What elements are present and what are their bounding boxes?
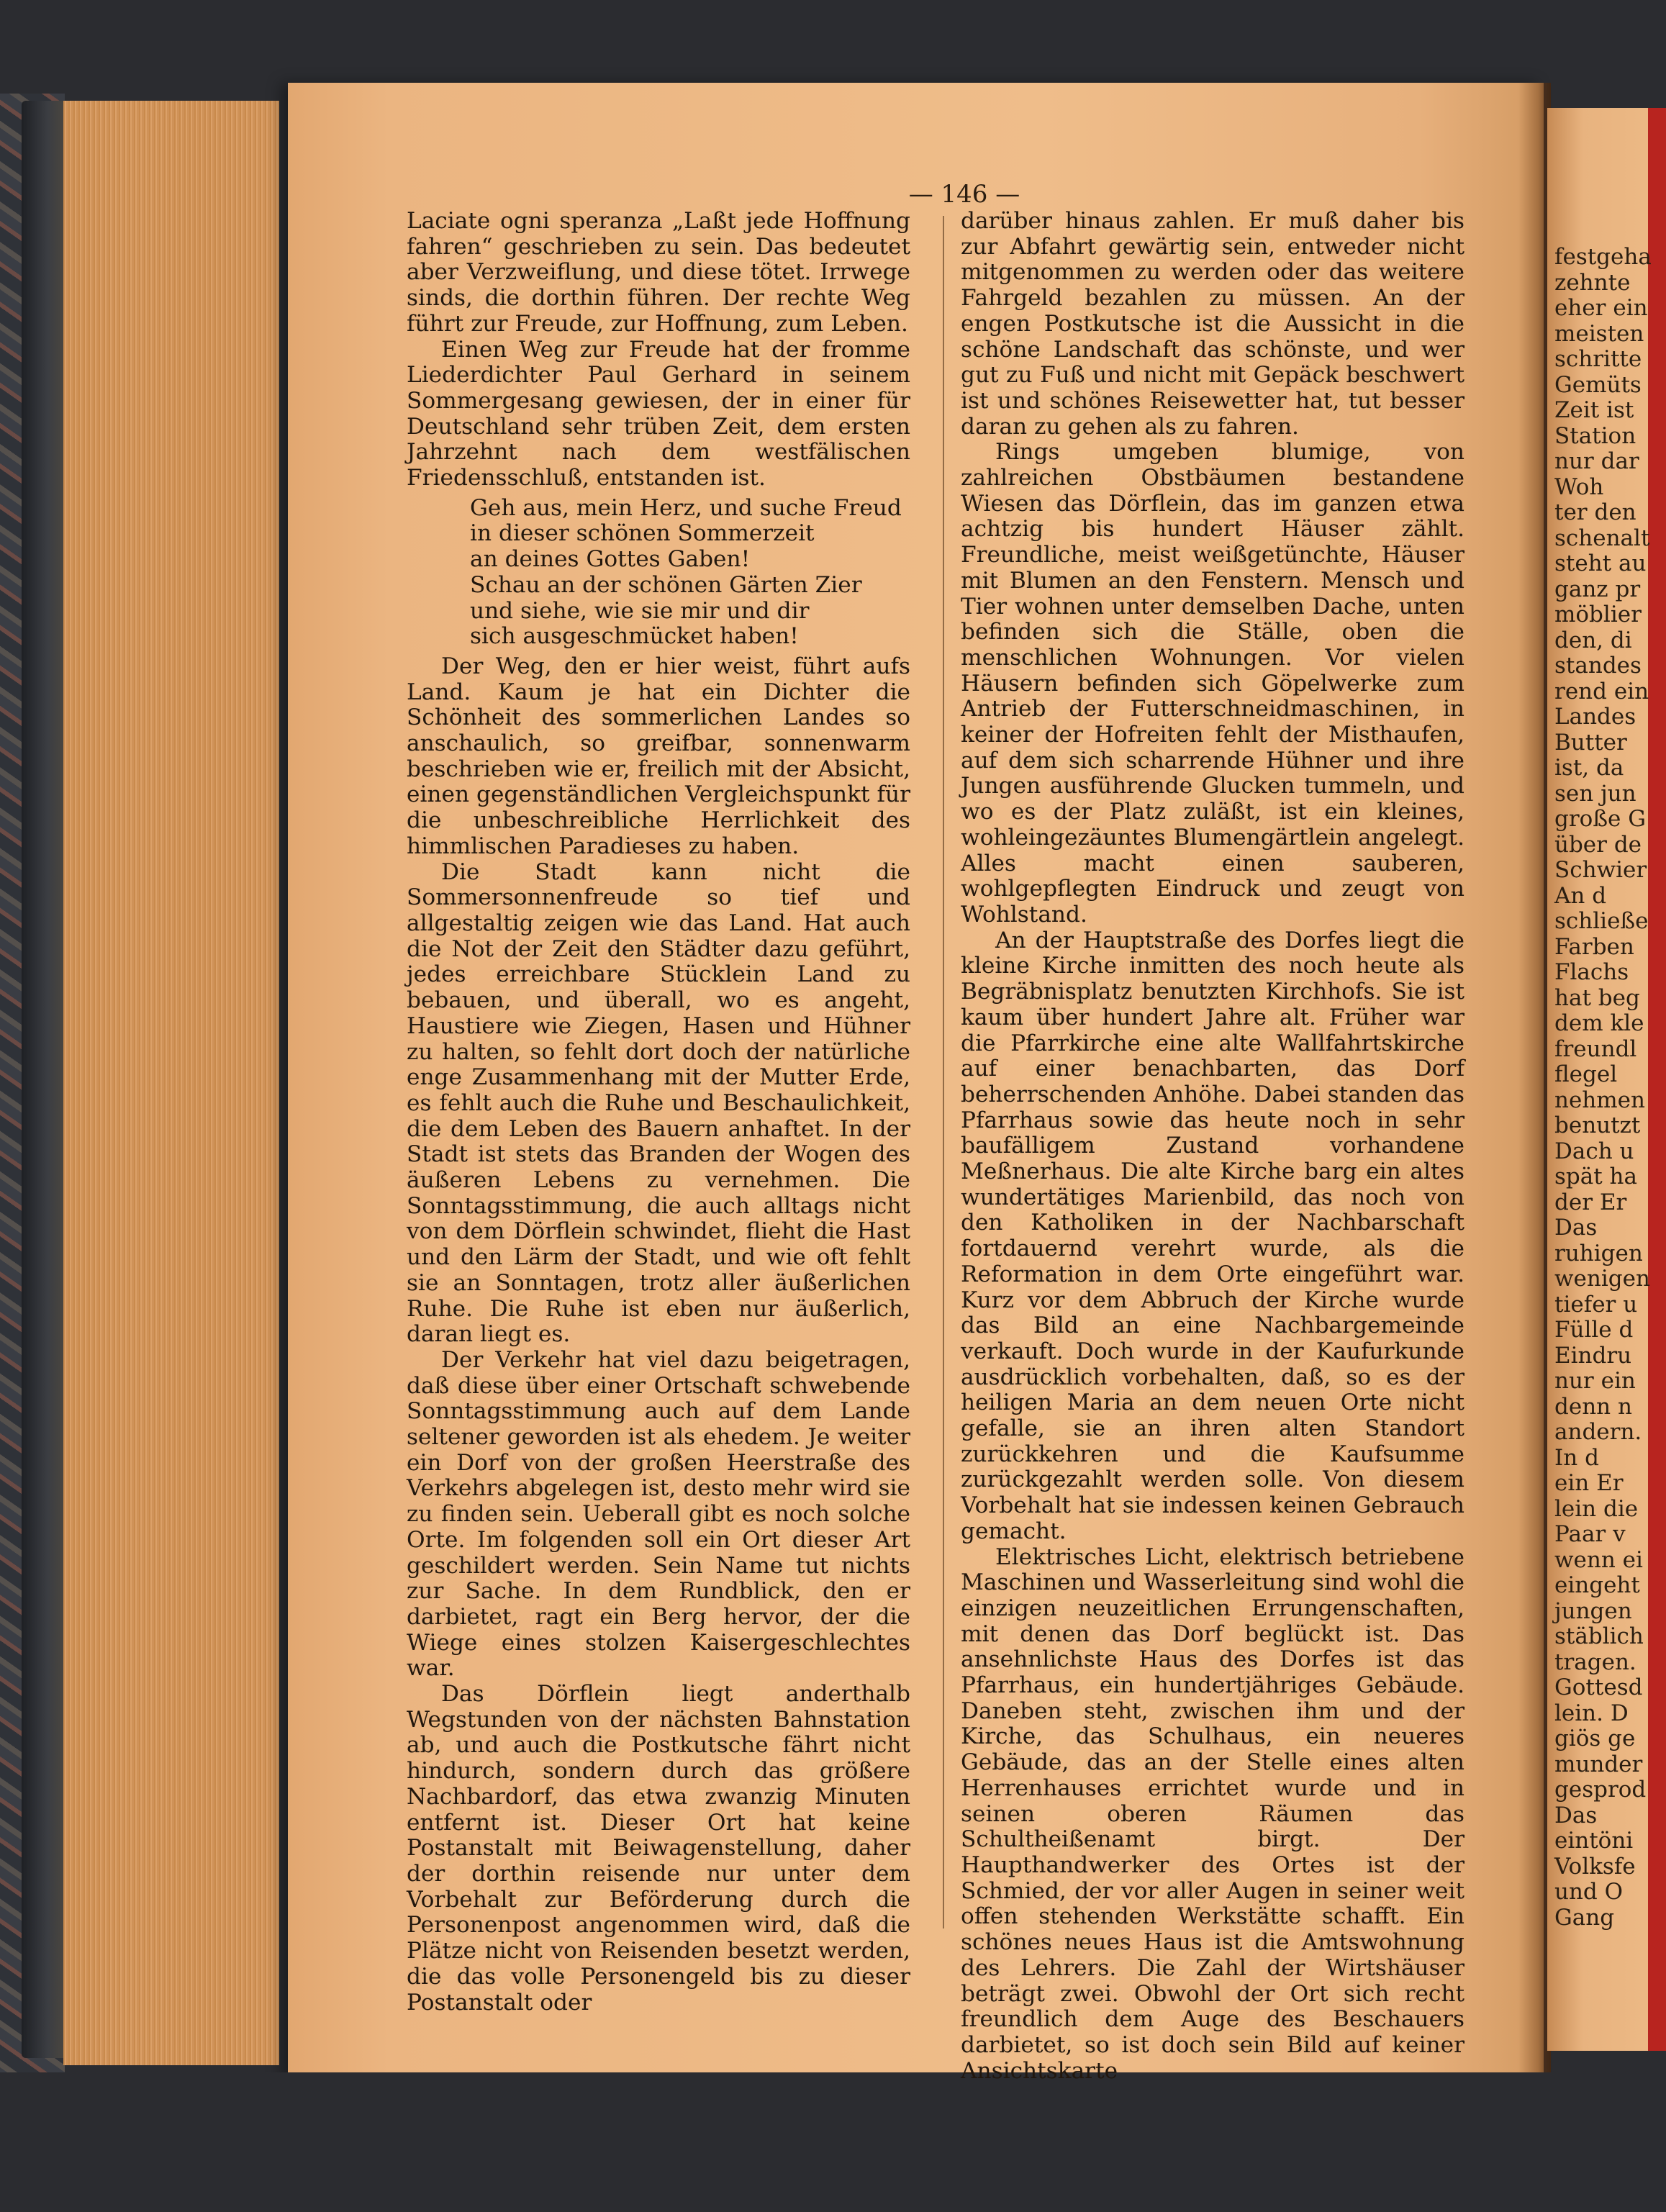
facing-page-line-fragment: Zeit ist (1554, 397, 1634, 423)
paragraph: Laciate ogni speranza „Laßt jede Hoffnung fahren“ geschrieben zu sein. Das bedeutet aber Verzweiflung, und diese tötet. Irrwege sinds, die dorthin führen. Der rechte Weg führt zur Freude, zur Hoffnung, zum Leben. (407, 208, 910, 337)
paragraph: Das Dörflein liegt anderthalb Wegstunden von der nächsten Bahnstation ab, und auch die Postkutsche fährt nicht hindurch, sondern durch das größere Nachbardorf, das etwa zwanzig Minuten entfernt ist. Dieser Ort hat keine Postanstalt mit Beiwagenstellung, daher der dorthin reisende nur unter dem Vorbehalt zur Beförderung durch die Personenpost angenommen wird, daß die Plätze nicht von Reisenden besetzt werden, die das volle Personengeld bis zu dieser Postanstalt oder (407, 1681, 910, 2016)
facing-page-line-fragment: wenn ei (1554, 1546, 1643, 1573)
paragraph: An der Hauptstraße des Dorfes liegt die kleine Kirche inmitten des noch heute als Begräbnisplatz benutzten Kirchhofs. Sie ist kaum über hundert Jahre alt. Früher war die Pfarrkirche eine alte Wallfahrtskirche auf einer benachbarten, das Dorf beherrschenden Anhöhe. Dabei standen das Pfarrhaus sowie das heute noch in sehr baufälligem Zustand vorhandene Meßnerhaus. Die alte Kirche barg ein altes wundertätiges Marienbild, das noch von den Katholiken in der Nachbarschaft fortdauernd verehrt wurde, als die Reformation in dem Orte eingeführt war. Kurz vor dem Abbruch der Kirche wurde das Bild an eine Nachbargemeinde verkauft. Doch wurde in der Kaufurkunde ausdrücklich vorbehalten, daß, so es der heiligen Maria an dem neuen Orte nicht gefalle, sie an ihren alten Standort zurückkehren und die Kaufsumme zurückgezahlt werden solle. Von diesem Vorbehalt hat sie indessen keinen Gebrauch gemacht. (961, 927, 1464, 1544)
facing-page-line-fragment: giös ge (1554, 1726, 1636, 1751)
facing-page-line-fragment: wenigen (1554, 1266, 1650, 1292)
facing-page-line-fragment: tragen. (1554, 1649, 1636, 1675)
facing-page-line-fragment: Eindru (1554, 1342, 1632, 1369)
column-divider (943, 216, 944, 1928)
text-column-right (961, 209, 1464, 2084)
paragraph: Der Verkehr hat viel dazu beigetragen, daß diese über einer Ortschaft schwebende Sonntagsstimmung auch auf dem Lande seltener geworden ist als ehedem. Je weiter ein Dorf von der großen Heerstraße des Verkehrs abgelegen ist, desto mehr wird sie zu finden sein. Ueberall gibt es noch solche Orte. Im folgenden soll ein Ort dieser Art geschildert werden. Sein Name tut nichts zur Sache. In dem Rundblick, den er darbietet, ragt ein Berg hervor, der die Wiege eines stolzen Kaisergeschlechtes war. (407, 1346, 910, 1682)
facing-page-line-fragment: festgeha (1554, 244, 1652, 270)
facing-page-line-fragment: Das (1554, 1215, 1598, 1241)
facing-page-line-fragment: Das (1554, 1802, 1598, 1828)
facing-page-line-fragment: Fülle d (1554, 1317, 1634, 1343)
facing-page-line-fragment: Landes (1554, 704, 1636, 730)
facing-page-line-fragment: schließe (1554, 908, 1649, 934)
facing-page-line-fragment: eher ein (1554, 295, 1648, 321)
verse-line: Schau an der schönen Gärten Zier (470, 571, 862, 598)
text-column-left (407, 209, 910, 2016)
facing-page-line-fragment: nur ein (1554, 1368, 1636, 1394)
poem-verse (407, 496, 910, 650)
facing-page-line-fragment: steht au (1554, 550, 1647, 576)
book-spine-edge (22, 101, 65, 2058)
facing-page-line-fragment: über de (1554, 831, 1642, 858)
facing-page-line-fragment: spät ha (1554, 1164, 1637, 1189)
verse-line: und siehe, wie sie mir und dir (470, 597, 810, 624)
facing-page-line-fragment: und O (1554, 1879, 1624, 1905)
facing-page-line-fragment: Station (1554, 422, 1636, 449)
facing-page-line-fragment: ganz pr (1554, 576, 1641, 602)
facing-page-line-fragment: In d (1554, 1444, 1599, 1471)
facing-page-line-fragment: Farben (1554, 933, 1634, 960)
facing-page-line-fragment: andern. (1554, 1419, 1642, 1445)
facing-page-line-fragment: Schwier (1554, 857, 1647, 883)
facing-page-line-fragment: standes (1554, 653, 1642, 679)
facing-page-line-fragment: schenalt (1554, 525, 1650, 551)
facing-page-line-fragment: Woh (1554, 473, 1604, 500)
facing-page-line-fragment: eingeht (1554, 1572, 1640, 1598)
paragraph: darüber hinaus zahlen. Er muß daher bis zur Abfahrt gewärtig sein, entweder nicht mitgenommen zu werden oder das weitere Fahrgeld bezahlen zu müssen. An der engen Postkutsche ist die Aussicht in die schöne Landschaft das schönste, und wer gut zu Fuß und nicht mit Gepäck beschwert ist und schönes Reisewetter hat, tut besser daran zu gehen als zu fahren. (961, 208, 1464, 440)
facing-page-line-fragment: ruhigen (1554, 1240, 1643, 1266)
verse-line: in dieser schönen Sommerzeit (470, 520, 815, 547)
facing-page-line-fragment: sen jun (1554, 780, 1636, 807)
paragraph: Einen Weg zur Freude hat der fromme Liederdichter Paul Gerhard in seinem Sommergesang gewiesen, der in einer für Deutschland sehr trüben Zeit, dem ersten Jahrzehnt nach dem westfälischen Friedensschluß, entstanden ist. (407, 336, 910, 491)
facing-page-line-fragment: Paar v (1554, 1521, 1626, 1547)
facing-page-line-fragment: munder (1554, 1751, 1643, 1777)
facing-page-line-fragment: meisten (1554, 320, 1644, 347)
facing-page-line-fragment: ist, da (1554, 755, 1624, 781)
facing-page-line-fragment: lein. D (1554, 1700, 1629, 1726)
facing-page-line-fragment: schritte (1554, 346, 1642, 372)
paragraph: Rings umgeben blumige, von zahlreichen Obstbäumen bestandene Wiesen das Dörflein, das im ganzen etwa achtzig bis hundert Häuser zählt. Freundliche, meist weißgetünchte, Häuser mit Blumen an den Fenstern. Mensch und Tier wohnen unter demselben Dache, unten befinden sich die Ställe, oben die menschlichen Wohnungen. Vor vielen Häusern befinden sich Göpelwerke zum Antrieb der Futterschneidmaschinen, in keiner der Hofreiten fehlt der Misthaufen, auf dem sich scharrende Hühner und ihre Jungen ausführende Glucken tummeln, und wo es der Platz zuläßt, ist ein kleines, wohleingezäuntes Blumengärtlein angelegt. Alles macht einen sauberen, wohlgepflegten Eindruck und zeugt von Wohlstand. (961, 439, 1464, 928)
facing-page-line-fragment: dem kle (1554, 1010, 1644, 1036)
verse-line: sich ausgeschmücket haben! (470, 623, 799, 650)
facing-page-line-fragment: große G (1554, 806, 1646, 832)
facing-page-line-fragment: An d (1554, 882, 1607, 909)
facing-page-line-fragment: der Er (1554, 1189, 1627, 1215)
verse-line: Geh aus, mein Herz, und suche Freud (470, 494, 902, 521)
facing-page-line-fragment: ein Er (1554, 1470, 1624, 1496)
facing-page-line-fragment: freundl (1554, 1035, 1637, 1062)
facing-page-line-fragment: flegel (1554, 1061, 1618, 1087)
facing-page-line-fragment: gesprod (1554, 1777, 1647, 1803)
paragraph: Die Stadt kann nicht die Sommersonnenfreude so tief und allgestaltig zeigen wie das Land. Hat auch die Not der Zeit den Städter dazu geführt, jedes erreichbare Stücklein Land zu bebauen, und überall, wo es angeht, Haustiere wie Ziegen, Hasen und Hühner zu halten, so fehlt dort doch der natürliche enge Zusammenhang mit der Mutter Erde, es fehlt auch die Ruhe und Beschaulichkeit, die dem Leben des Bauern anhaftet. In der Stadt ist stets das Branden der Wogen des äußeren Lebens zu vernehmen. Die Sonntagsstimmung, die auch alltags nicht von dem Dörflein schwindet, flieht die Hast und den Lärm der Stadt, und wie oft fehlt sie an Sonntagen, trotz aller äußerlichen Ruhe. Die Ruhe ist eben nur äußerlich, daran liegt es. (407, 858, 910, 1348)
facing-page-line-fragment: tiefer u (1554, 1291, 1638, 1318)
page-number: — 146 — (908, 180, 1020, 209)
paragraph: Elektrisches Licht, elektrisch betriebene Maschinen und Wasserleitung sind wohl die einzigen neuzeitlichen Errungenschaften, mit denen das Dorf beglückt ist. Das ansehnlichste Haus des Dorfes ist das Pfarrhaus, ein hundertjähriges Gebäude. Daneben steht, zwischen ihm und der Kirche, das Schulhaus, ein neueres Gebäude, das an der Stelle eines alten Herrenhauses errichtet wurde und in seinen oberen Räumen das Schultheißenamt birgt. Der Haupthandwerker des Ortes ist der Schmied, der vor aller Augen in seiner weit offen stehenden Werkstätte schafft. Ein schönes neues Haus ist die Amtswohnung des Lehrers. Die Zahl der Wirtshäuser beträgt zwei. Obwohl der Ort sich recht freundlich dem Auge des Beschauers darbietet, so ist doch sein Bild auf keiner Ansichtskarte (961, 1544, 1464, 2084)
facing-page-line-fragment: Gemüts (1554, 371, 1642, 398)
background-strip (0, 2072, 1666, 2212)
page-gutter (1518, 83, 1551, 2080)
facing-page-line-fragment: benutzt (1554, 1112, 1641, 1138)
facing-page-line-fragment: nehmen (1554, 1087, 1645, 1113)
facing-page-line-fragment: Flachs (1554, 959, 1629, 985)
paragraph: Der Weg, den er hier weist, führt aufs Land. Kaum je hat ein Dichter die Schönheit des sommerlichen Landes so anschaulich, so greifbar, sonnenwarm beschrieben wie er, freilich mit der Absicht, einen gegenständlichen Vergleichspunkt für die unbeschreibliche Herrlichkeit des himmlischen Paradieses zu haben. (407, 653, 911, 859)
facing-page-line-fragment: lein die (1554, 1495, 1639, 1522)
facing-page-line-fragment: hat beg (1554, 984, 1640, 1011)
facing-page-line-fragment: nur dar (1554, 448, 1639, 474)
verse-line: an deines Gottes Gaben! (470, 546, 751, 573)
facing-page-line-fragment: zehnte (1554, 269, 1631, 296)
facing-page-line-fragment: rend ein (1554, 678, 1649, 704)
facing-page-line-fragment: Butter (1554, 729, 1627, 756)
page-stack-edge (63, 101, 279, 2065)
facing-page-line-fragment: jungen (1554, 1597, 1632, 1624)
facing-page-line-fragment: Gottesd (1554, 1674, 1643, 1700)
facing-page-line-fragment: den, di (1554, 627, 1632, 653)
facing-page-line-fragment: Dach u (1554, 1138, 1634, 1164)
facing-page-line-fragment: Volksfe (1554, 1853, 1636, 1880)
facing-page-text-fragments (1554, 245, 1666, 1931)
facing-page-line-fragment: stäblich (1554, 1623, 1644, 1649)
facing-page-line-fragment: möblier (1554, 602, 1642, 627)
facing-page-line-fragment: Gang (1554, 1904, 1615, 1931)
facing-page-line-fragment: denn n (1554, 1393, 1632, 1420)
facing-page-line-fragment: eintöni (1554, 1828, 1634, 1854)
facing-page-line-fragment: ter den (1554, 499, 1636, 525)
